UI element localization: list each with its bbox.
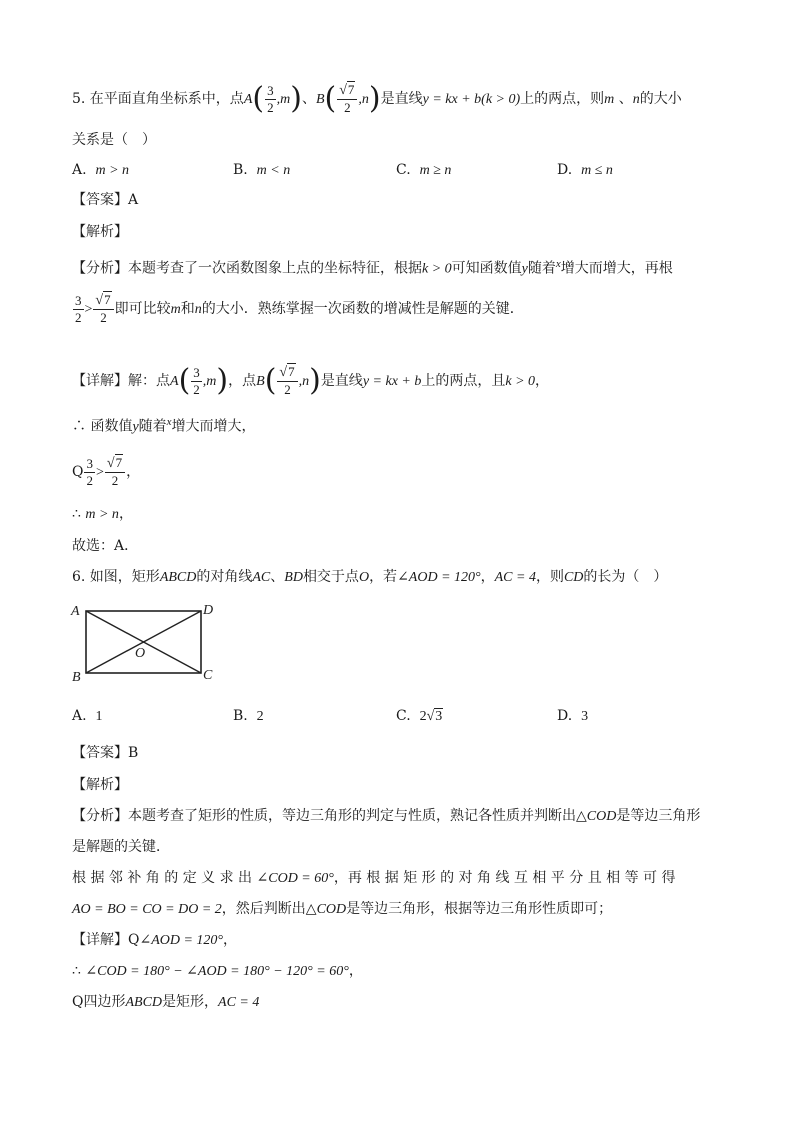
q5-detail-line-1: 【详解】解：点A( $\frac{3}{2}$ ,m)，点B( $\frac{√7}{2}$ ,n)是直线y = kx + b上的两点，且k > 0， [72, 363, 550, 398]
q6-option-b[interactable]: B. 2 [233, 708, 264, 724]
q5-detail-line-2: ∴ 函数值y随着$^x$增大而增大， [72, 416, 256, 435]
q6-analysis-line-4: AO = BO = CO = DO = 2，然后判断出△COD是等边三角形，根据等边三角形性质即可； [72, 901, 613, 917]
vertex-d-label: D [203, 603, 214, 618]
q6-analysis-line-1: 【分析】本题考查了矩形的性质，等边三角形的判定与性质，熟记各性质并判断出△COD是等边三角形 [72, 808, 701, 824]
q5-jiexi-heading: 【解析】 [72, 224, 128, 240]
point-a-label: A [243, 92, 253, 107]
q5-stem-line-2: 关系是（ ） [72, 132, 156, 148]
q5-option-b[interactable]: B. m < n [233, 162, 291, 178]
vertex-c-label: C [203, 668, 213, 683]
q6-analysis-line-2: 是解题的关键． [72, 839, 170, 855]
point-b-label: B [315, 92, 325, 107]
line-expression: y = kx + b(k > 0) [422, 92, 521, 107]
fraction-3-over-2: $\frac{3}{2}$ [267, 82, 274, 115]
q6-detail-line-2: ∴ ∠COD = 180° − ∠AOD = 180° − 120° = 60°， [72, 963, 363, 979]
q6-detail-line-3: Q四边形ABCD是矩形，AC = 4 [72, 994, 260, 1010]
q5-analysis-line-2: $\frac{3}{2}$ > $\frac{√7}{2}$ 即可比较m和n的大小．熟练掌握一次函数的增减性是解题的关键． [75, 292, 524, 325]
q5-answer: 【答案】A [72, 192, 139, 208]
q6-stem: 6. 如图，矩形ABCD的对角线AC、BD相交于点O，若∠AOD = 120°，AC = 4，则CD的长为（ ） [72, 569, 668, 585]
q6-answer: 【答案】B [72, 745, 139, 761]
vertex-a-label: A [71, 604, 80, 619]
q6-option-d[interactable]: D. 3 [557, 708, 589, 724]
q5-detail-line-4: ∴ m > n， [72, 506, 133, 522]
rectangle-diagram [64, 597, 224, 687]
fraction-sqrt7-over-2: $\frac{√7}{2}$ [337, 82, 357, 116]
q5-option-a[interactable]: A. m > n [72, 162, 130, 178]
q6-analysis-line-3: 根 据 邻 补 角 的 定 义 求 出 ∠COD = 60°，再 根 据 矩 形 的 对 角 线 互 相 平 分 且 相 等 可 得 [72, 870, 676, 886]
vertex-b-label: B [72, 670, 81, 685]
q6-detail-line-1: 【详解】Q∠AOD = 120°， [72, 932, 238, 948]
center-o-label: O [135, 646, 146, 661]
q6-option-a[interactable]: A. 1 [72, 708, 103, 724]
q5-analysis-line-1: 【分析】本题考查了一次函数图象上点的坐标特征，根据k > 0可知函数值y随着$^x$增大而增大，再根 [72, 258, 673, 277]
q6-option-c[interactable]: C. 2√3 [396, 708, 443, 724]
q5-choose: 故选：A． [72, 538, 139, 554]
q5-stem-line-1: 5. 在平面直角坐标系中，点A( $\frac{3}{2}$ ,m)、B( $\frac{√7}{2}$ ,n)是直线y = kx + b(k > 0)上的两点，则m 、n的大小 [72, 81, 682, 116]
q6-jiexi-heading: 【解析】 [72, 777, 128, 793]
q5-option-d[interactable]: D. m ≤ n [557, 162, 613, 178]
q5-option-c[interactable]: C. m ≥ n [396, 162, 452, 178]
q5-detail-line-3: Q $\frac{3}{2}$ > $\frac{√7}{2}$ ， [72, 455, 141, 488]
